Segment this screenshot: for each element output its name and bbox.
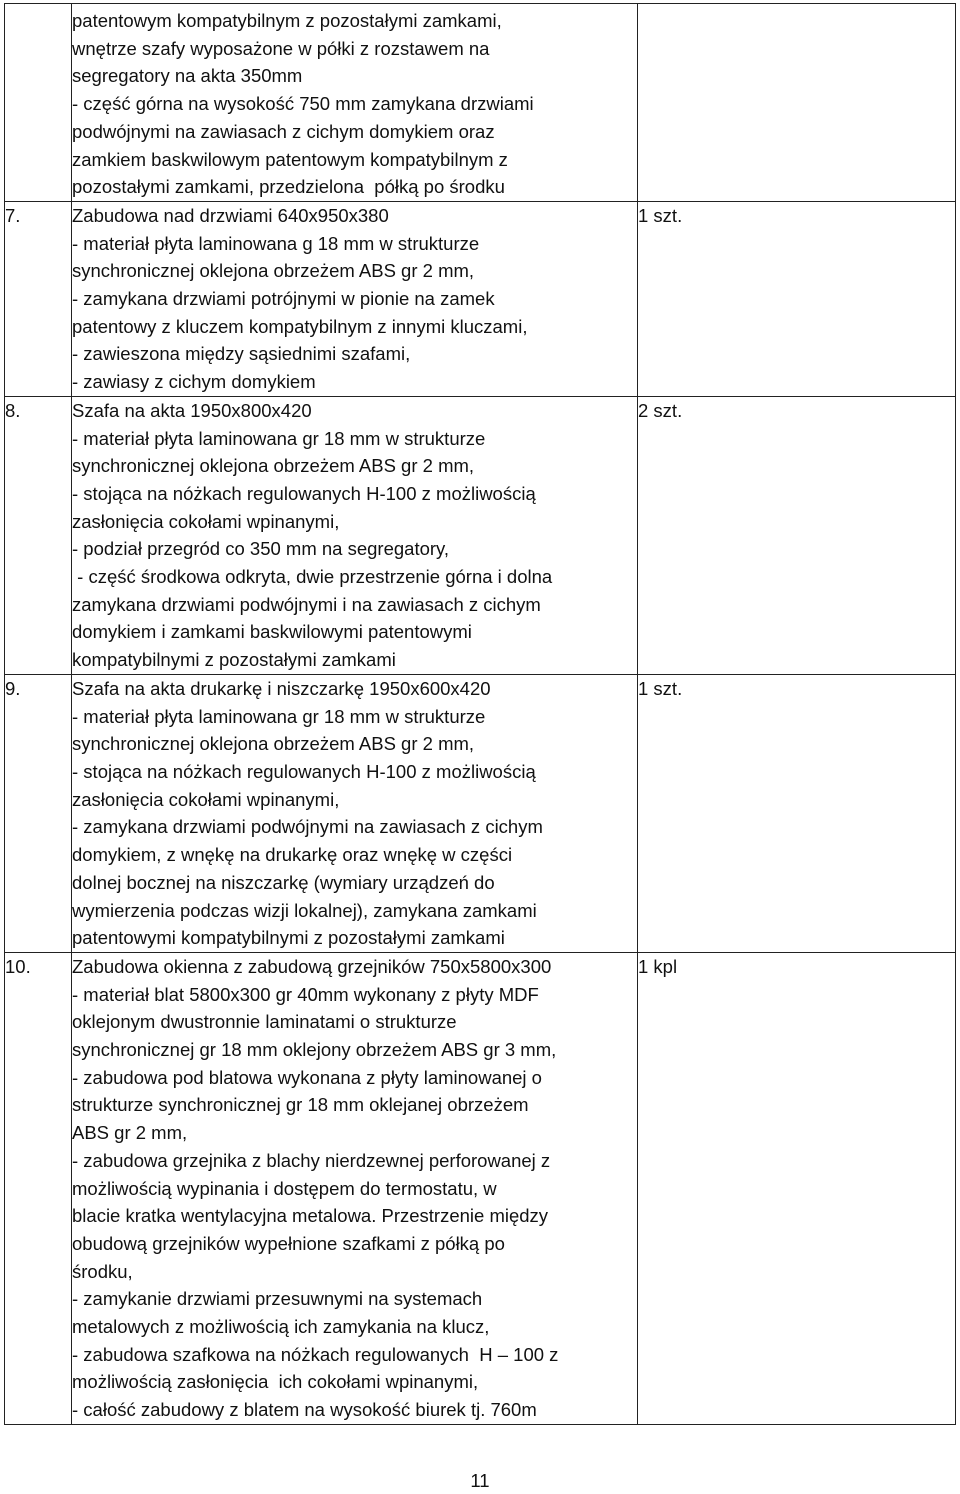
item-number: 7. [5,201,72,396]
table-row [5,201,956,396]
item-number [5,4,72,202]
item-number: 10. [5,952,72,1424]
table-row [5,952,956,1424]
item-number: 8. [5,396,72,674]
item-quantity: 2 szt. [638,396,956,674]
item-quantity: 1 kpl [638,952,956,1424]
item-description: Zabudowa okienna z zabudową grzejników 750x5800x300 - materiał blat 5800x300 gr 40mm wykonany z płyty MDF oklejonym dwustronnie laminatami o strukturze synchronicznej gr 18 mm oklejony obrzeżem ABS gr 3 mm, - zabudowa pod blatowa wykonana z płyty laminowanej o strukturze synchronicznej gr 18 mm oklejanej obrzeżem ABS gr 2 mm, - zabudowa grzejnika z blachy nierdzewnej perforowanej z możliwością wypinania i dostępem do termostatu, w blacie kratka wentylacyjna metalowa. Przestrzenie między obudową grzejników wypełnione szafkami z półką po środku, - zamykanie drzwiami przesuwnymi na systemach metalowych z możliwością ich zamykania na klucz, - zabudowa szafkowa na nóżkach regulowanych H – 100 z możliwością zasłonięcia ich cokołami wpinanymi, - całość zabudowy z blatem na wysokość biurek tj. 760m [72,952,638,1424]
item-number: 9. [5,674,72,952]
item-quantity [638,4,956,202]
table-row [5,674,956,952]
item-description: Szafa na akta drukarkę i niszczarkę 1950x600x420 - materiał płyta laminowana gr 18 mm w strukturze synchronicznej oklejona obrzeżem ABS gr 2 mm, - stojąca na nóżkach regulowanych H-100 z możliwością zasłonięcia cokołami wpinanymi, - zamykana drzwiami podwójnymi na zawiasach z cichym domykiem, z wnękę na drukarkę oraz wnękę w części dolnej bocznej na niszczarkę (wymiary urządzeń do wymierzenia podczas wizji lokalnej), zamykana zamkami patentowymi kompatybilnymi z pozostałymi zamkami [72,674,638,952]
item-quantity: 1 szt. [638,674,956,952]
item-quantity: 1 szt. [638,201,956,396]
item-description: Szafa na akta 1950x800x420 - materiał płyta laminowana gr 18 mm w strukturze synchronicznej oklejona obrzeżem ABS gr 2 mm, - stojąca na nóżkach regulowanych H-100 z możliwością zasłonięcia cokołami wpinanymi, - podział przegród co 350 mm na segregatory, - część środkowa odkryta, dwie przestrzenie górna i dolna zamykana drzwiami podwójnymi i na zawiasach z cichym domykiem i zamkami baskwilowymi patentowymi kompatybilnymi z pozostałymi zamkami [72,396,638,674]
specification-table [4,3,956,1425]
table-row [5,396,956,674]
page-number: 11 [470,1470,490,1491]
item-description: patentowym kompatybilnym z pozostałymi zamkami, wnętrze szafy wyposażone w półki z rozstawem na segregatory na akta 350mm - część górna na wysokość 750 mm zamykana drzwiami podwójnymi na zawiasach z cichym domykiem oraz zamkiem baskwilowym patentowym kompatybilnym z pozostałymi zamkami, przedzielona półką po środku [72,4,638,202]
item-description: Zabudowa nad drzwiami 640x950x380 - materiał płyta laminowana g 18 mm w strukturze synchronicznej oklejona obrzeżem ABS gr 2 mm, - zamykana drzwiami potrójnymi w pionie na zamek patentowy z kluczem kompatybilnym z innymi kluczami, - zawieszona między sąsiednimi szafami, - zawiasy z cichym domykiem [72,201,638,396]
table-row [5,4,956,202]
